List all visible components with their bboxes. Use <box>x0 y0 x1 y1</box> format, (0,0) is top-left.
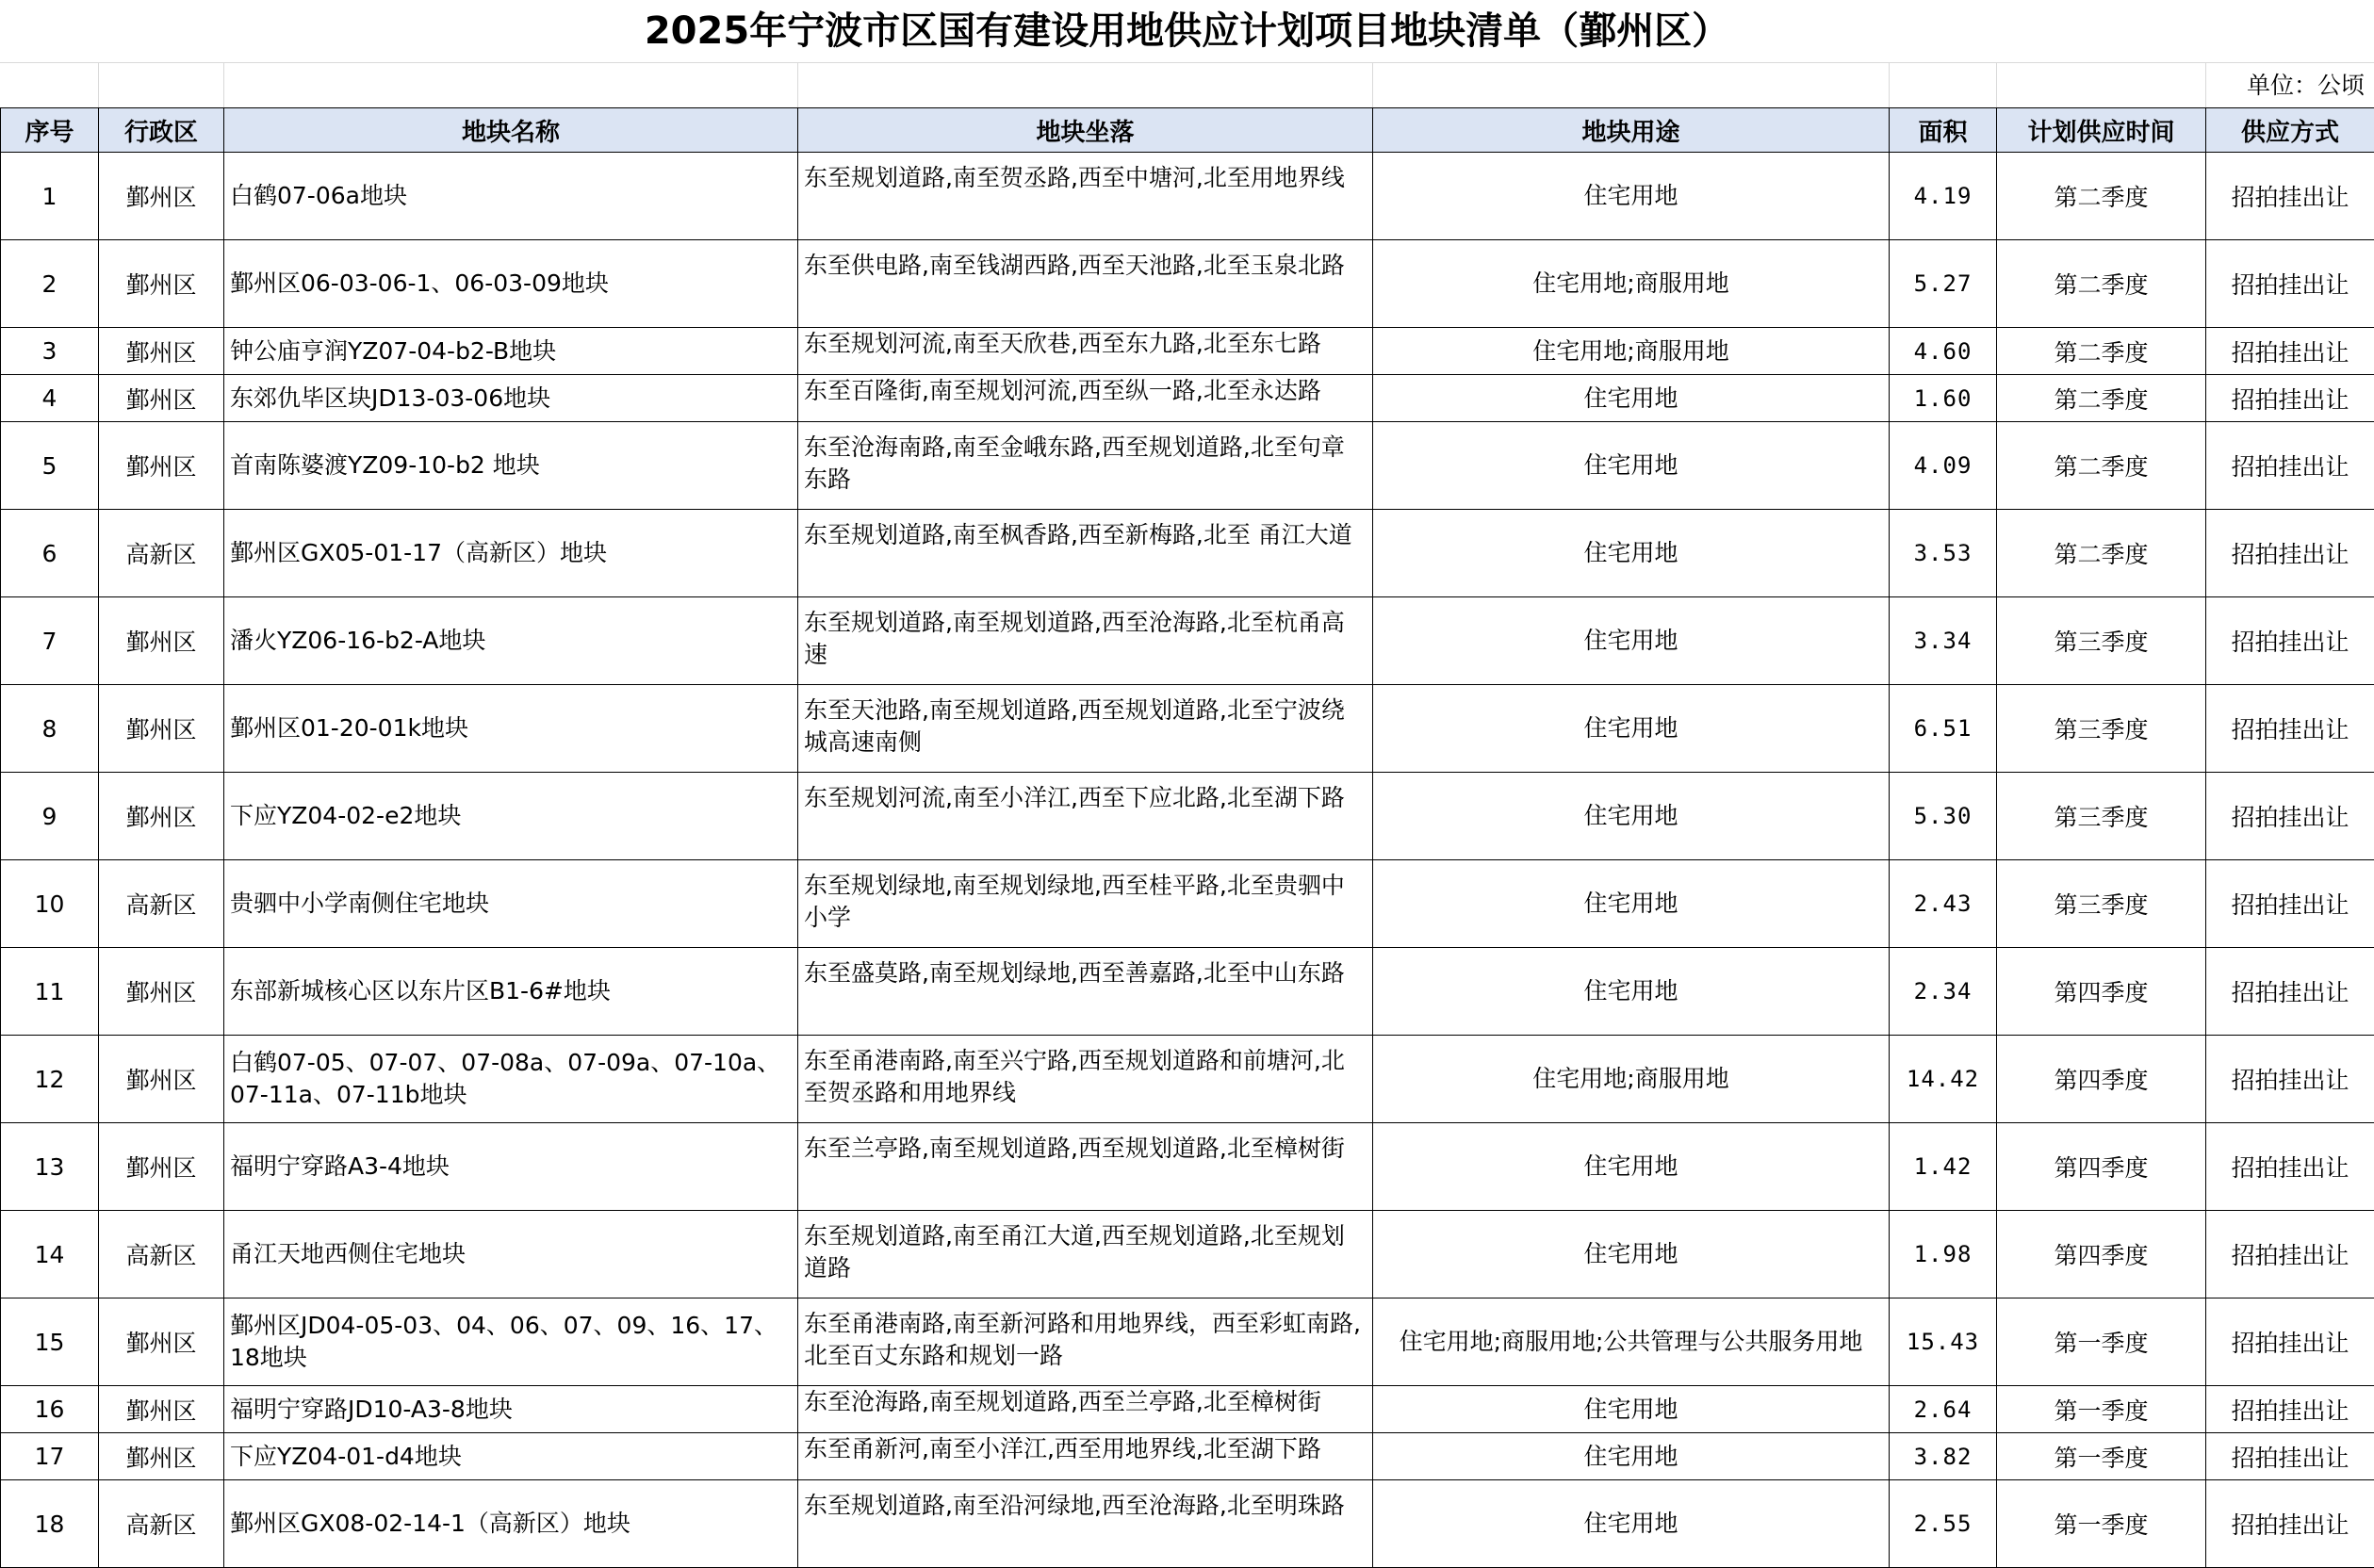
cell-district: 鄞州区 <box>99 773 224 860</box>
cell-use: 住宅用地 <box>1373 685 1890 773</box>
cell-time: 第一季度 <box>1997 1386 2206 1433</box>
cell-no: 18 <box>1 1480 99 1568</box>
cell-location <box>798 1036 1373 1123</box>
table-row <box>1 948 2374 1036</box>
cell-name: 鄞州区GX08-02-14-1（高新区）地块 <box>224 1480 798 1568</box>
header-time: 计划供应时间 <box>1997 108 2206 153</box>
table-header-row <box>1 108 2374 153</box>
cell-location <box>798 510 1373 597</box>
cell-district: 鄞州区 <box>99 597 224 685</box>
cell-method: 招拍挂出让 <box>2206 597 2374 685</box>
cell-district: 鄞州区 <box>99 1433 224 1480</box>
cell-location <box>798 240 1373 328</box>
cell-time: 第三季度 <box>1997 597 2206 685</box>
cell-area: 5.30 <box>1890 773 1997 860</box>
location-text: 东至天池路,南至规划道路,西至规划道路,北至宁波绕城高速南侧 <box>804 694 1367 759</box>
table-row <box>1 860 2374 948</box>
cell-no: 7 <box>1 597 99 685</box>
cell-use: 住宅用地 <box>1373 773 1890 860</box>
header-name: 地块名称 <box>224 108 798 153</box>
cell-use: 住宅用地 <box>1373 1386 1890 1433</box>
cell-use: 住宅用地;商服用地 <box>1373 240 1890 328</box>
location-text: 东至百隆街,南至规划河流,西至纵一路,北至永达路 <box>804 375 1367 407</box>
cell-time: 第一季度 <box>1997 1433 2206 1480</box>
cell-location <box>798 948 1373 1036</box>
cell-method: 招拍挂出让 <box>2206 153 2374 240</box>
cell-area: 2.55 <box>1890 1480 1997 1568</box>
cell-no: 2 <box>1 240 99 328</box>
header-use: 地块用途 <box>1373 108 1890 153</box>
cell-area: 3.53 <box>1890 510 1997 597</box>
table-row <box>1 1480 2374 1568</box>
cell-district: 鄞州区 <box>99 1036 224 1123</box>
table-row <box>1 773 2374 860</box>
cell-area: 14.42 <box>1890 1036 1997 1123</box>
cell-use: 住宅用地 <box>1373 510 1890 597</box>
blank-grid-row <box>0 62 2374 107</box>
cell-location <box>798 1433 1373 1480</box>
cell-use: 住宅用地 <box>1373 1480 1890 1568</box>
location-text: 东至规划道路,南至甬江大道,西至规划道路,北至规划道路 <box>804 1220 1367 1284</box>
cell-location <box>798 328 1373 375</box>
table-row <box>1 375 2374 422</box>
cell-use: 住宅用地;商服用地;公共管理与公共服务用地 <box>1373 1298 1890 1386</box>
header-district: 行政区 <box>99 108 224 153</box>
cell-area: 6.51 <box>1890 685 1997 773</box>
cell-time: 第四季度 <box>1997 1036 2206 1123</box>
cell-no: 11 <box>1 948 99 1036</box>
cell-district: 高新区 <box>99 1480 224 1568</box>
cell-name: 鄞州区01-20-01k地块 <box>224 685 798 773</box>
cell-name: 鄞州区JD04-05-03、04、06、07、09、16、17、18地块 <box>224 1298 798 1386</box>
cell-method: 招拍挂出让 <box>2206 1036 2374 1123</box>
cell-district: 高新区 <box>99 1211 224 1298</box>
cell-name: 东郊仇毕区块JD13-03-06地块 <box>224 375 798 422</box>
cell-name: 鄞州区06-03-06-1、06-03-09地块 <box>224 240 798 328</box>
cell-time: 第四季度 <box>1997 948 2206 1036</box>
cell-location <box>798 1298 1373 1386</box>
cell-area: 4.19 <box>1890 153 1997 240</box>
cell-area: 5.27 <box>1890 240 1997 328</box>
cell-name: 白鹤07-06a地块 <box>224 153 798 240</box>
location-text: 东至盛莫路,南至规划绿地,西至善嘉路,北至中山东路 <box>804 957 1367 989</box>
cell-district: 高新区 <box>99 510 224 597</box>
cell-district: 高新区 <box>99 860 224 948</box>
location-text: 东至规划道路,南至枫香路,西至新梅路,北至 甬江大道 <box>804 519 1367 551</box>
table-row <box>1 1386 2374 1433</box>
location-text: 东至规划河流,南至小洋江,西至下应北路,北至湖下路 <box>804 782 1367 814</box>
cell-area: 1.60 <box>1890 375 1997 422</box>
table-row <box>1 685 2374 773</box>
cell-area: 3.82 <box>1890 1433 1997 1480</box>
cell-location <box>798 1211 1373 1298</box>
cell-name: 潘火YZ06-16-b2-A地块 <box>224 597 798 685</box>
cell-time: 第二季度 <box>1997 328 2206 375</box>
location-text: 东至规划绿地,南至规划绿地,西至桂平路,北至贵驷中小学 <box>804 870 1367 934</box>
cell-method: 招拍挂出让 <box>2206 240 2374 328</box>
cell-use: 住宅用地 <box>1373 597 1890 685</box>
cell-method: 招拍挂出让 <box>2206 685 2374 773</box>
cell-time: 第三季度 <box>1997 773 2206 860</box>
cell-no: 6 <box>1 510 99 597</box>
cell-method: 招拍挂出让 <box>2206 422 2374 510</box>
cell-location <box>798 597 1373 685</box>
table-row <box>1 1036 2374 1123</box>
cell-district: 鄞州区 <box>99 328 224 375</box>
cell-method: 招拍挂出让 <box>2206 375 2374 422</box>
cell-no: 14 <box>1 1211 99 1298</box>
header-no: 序号 <box>1 108 99 153</box>
cell-district: 鄞州区 <box>99 1386 224 1433</box>
cell-no: 9 <box>1 773 99 860</box>
cell-time: 第三季度 <box>1997 685 2206 773</box>
cell-use: 住宅用地 <box>1373 1433 1890 1480</box>
table-row <box>1 1211 2374 1298</box>
cell-time: 第二季度 <box>1997 422 2206 510</box>
page-title: 2025年宁波市区国有建设用地供应计划项目地块清单（鄞州区） <box>0 0 2374 62</box>
cell-method: 招拍挂出让 <box>2206 1480 2374 1568</box>
cell-use: 住宅用地 <box>1373 375 1890 422</box>
cell-area: 15.43 <box>1890 1298 1997 1386</box>
table-row <box>1 1298 2374 1386</box>
table-row <box>1 240 2374 328</box>
table-row <box>1 1123 2374 1211</box>
cell-method: 招拍挂出让 <box>2206 1211 2374 1298</box>
cell-use: 住宅用地 <box>1373 1123 1890 1211</box>
cell-use: 住宅用地 <box>1373 860 1890 948</box>
cell-time: 第二季度 <box>1997 375 2206 422</box>
cell-location <box>798 375 1373 422</box>
cell-use: 住宅用地 <box>1373 422 1890 510</box>
cell-name: 东部新城核心区以东片区B1-6#地块 <box>224 948 798 1036</box>
location-text: 东至兰亭路,南至规划道路,西至规划道路,北至樟树街 <box>804 1133 1367 1165</box>
cell-district: 鄞州区 <box>99 375 224 422</box>
cell-area: 1.98 <box>1890 1211 1997 1298</box>
cell-no: 12 <box>1 1036 99 1123</box>
cell-time: 第一季度 <box>1997 1480 2206 1568</box>
cell-name: 甬江天地西侧住宅地块 <box>224 1211 798 1298</box>
cell-location <box>798 153 1373 240</box>
cell-time: 第二季度 <box>1997 240 2206 328</box>
header-method: 供应方式 <box>2206 108 2374 153</box>
cell-district: 鄞州区 <box>99 1298 224 1386</box>
cell-area: 4.60 <box>1890 328 1997 375</box>
cell-no: 8 <box>1 685 99 773</box>
cell-use: 住宅用地;商服用地 <box>1373 1036 1890 1123</box>
cell-district: 鄞州区 <box>99 1123 224 1211</box>
cell-use: 住宅用地 <box>1373 1211 1890 1298</box>
cell-method: 招拍挂出让 <box>2206 510 2374 597</box>
location-text: 东至沧海路,南至规划道路,西至兰亭路,北至樟树街 <box>804 1386 1367 1418</box>
cell-district: 鄞州区 <box>99 685 224 773</box>
cell-method: 招拍挂出让 <box>2206 1433 2374 1480</box>
cell-location <box>798 860 1373 948</box>
table-row <box>1 422 2374 510</box>
cell-area: 2.64 <box>1890 1386 1997 1433</box>
cell-area: 2.43 <box>1890 860 1997 948</box>
cell-use: 住宅用地 <box>1373 153 1890 240</box>
location-text: 东至规划道路,南至规划道路,西至沧海路,北至杭甬高速 <box>804 607 1367 671</box>
cell-no: 1 <box>1 153 99 240</box>
cell-location <box>798 1386 1373 1433</box>
land-supply-table <box>0 107 2374 1568</box>
cell-no: 10 <box>1 860 99 948</box>
table-row <box>1 328 2374 375</box>
table-row <box>1 153 2374 240</box>
cell-method: 招拍挂出让 <box>2206 1386 2374 1433</box>
location-text: 东至供电路,南至钱湖西路,西至天池路,北至玉泉北路 <box>804 250 1367 282</box>
cell-no: 5 <box>1 422 99 510</box>
cell-time: 第四季度 <box>1997 1211 2206 1298</box>
location-text: 东至规划道路,南至贺丞路,西至中塘河,北至用地界线 <box>804 162 1367 194</box>
cell-method: 招拍挂出让 <box>2206 948 2374 1036</box>
cell-name: 白鹤07-05、07-07、07-08a、07-09a、07-10a、07-11a、07-11b地块 <box>224 1036 798 1123</box>
cell-name: 首南陈婆渡YZ09-10-b2 地块 <box>224 422 798 510</box>
cell-location <box>798 1480 1373 1568</box>
cell-method: 招拍挂出让 <box>2206 1298 2374 1386</box>
cell-time: 第三季度 <box>1997 860 2206 948</box>
cell-no: 16 <box>1 1386 99 1433</box>
cell-district: 鄞州区 <box>99 948 224 1036</box>
cell-name: 下应YZ04-01-d4地块 <box>224 1433 798 1480</box>
location-text: 东至规划道路,南至沿河绿地,西至沧海路,北至明珠路 <box>804 1490 1367 1522</box>
cell-location <box>798 773 1373 860</box>
cell-no: 4 <box>1 375 99 422</box>
cell-area: 4.09 <box>1890 422 1997 510</box>
cell-method: 招拍挂出让 <box>2206 860 2374 948</box>
cell-location <box>798 1123 1373 1211</box>
cell-no: 15 <box>1 1298 99 1386</box>
location-text: 东至甬新河,南至小洋江,西至用地界线,北至湖下路 <box>804 1433 1367 1465</box>
cell-no: 13 <box>1 1123 99 1211</box>
location-text: 东至甬港南路,南至兴宁路,西至规划道路和前塘河,北至贺丞路和用地界线 <box>804 1045 1367 1109</box>
cell-district: 鄞州区 <box>99 240 224 328</box>
cell-location <box>798 422 1373 510</box>
unit-label: 单位：公顷 <box>2247 64 2365 107</box>
location-text: 东至甬港南路,南至新河路和用地界线，西至彩虹南路,北至百丈东路和规划一路 <box>804 1308 1367 1372</box>
cell-no: 3 <box>1 328 99 375</box>
cell-method: 招拍挂出让 <box>2206 328 2374 375</box>
cell-area: 3.34 <box>1890 597 1997 685</box>
cell-time: 第二季度 <box>1997 153 2206 240</box>
cell-location <box>798 685 1373 773</box>
cell-name: 福明宁穿路JD10-A3-8地块 <box>224 1386 798 1433</box>
cell-no: 17 <box>1 1433 99 1480</box>
cell-name: 鄞州区GX05-01-17（高新区）地块 <box>224 510 798 597</box>
table-row <box>1 597 2374 685</box>
cell-district: 鄞州区 <box>99 153 224 240</box>
cell-use: 住宅用地 <box>1373 948 1890 1036</box>
table-row <box>1 1433 2374 1480</box>
cell-name: 福明宁穿路A3-4地块 <box>224 1123 798 1211</box>
cell-name: 钟公庙亨润YZ07-04-b2-B地块 <box>224 328 798 375</box>
cell-district: 鄞州区 <box>99 422 224 510</box>
header-location: 地块坐落 <box>798 108 1373 153</box>
cell-area: 1.42 <box>1890 1123 1997 1211</box>
cell-name: 下应YZ04-02-e2地块 <box>224 773 798 860</box>
header-area: 面积 <box>1890 108 1997 153</box>
cell-area: 2.34 <box>1890 948 1997 1036</box>
cell-name: 贵驷中小学南侧住宅地块 <box>224 860 798 948</box>
cell-time: 第二季度 <box>1997 510 2206 597</box>
cell-time: 第四季度 <box>1997 1123 2206 1211</box>
cell-time: 第一季度 <box>1997 1298 2206 1386</box>
cell-method: 招拍挂出让 <box>2206 1123 2374 1211</box>
cell-use: 住宅用地;商服用地 <box>1373 328 1890 375</box>
location-text: 东至沧海南路,南至金峨东路,西至规划道路,北至句章东路 <box>804 432 1367 496</box>
location-text: 东至规划河流,南至天欣巷,西至东九路,北至东七路 <box>804 328 1367 360</box>
table-row <box>1 510 2374 597</box>
cell-method: 招拍挂出让 <box>2206 773 2374 860</box>
